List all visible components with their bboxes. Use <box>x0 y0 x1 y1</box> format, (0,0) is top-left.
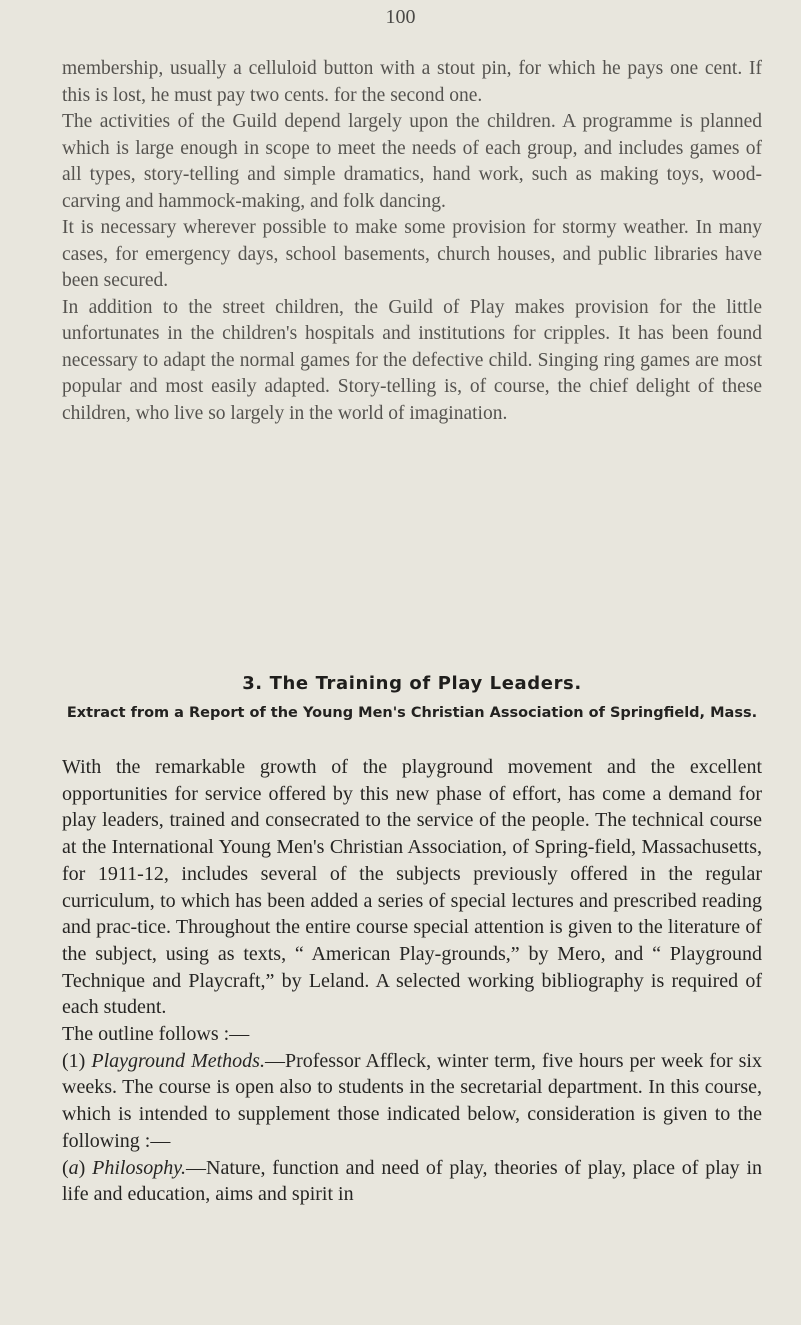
upper-text-block <box>62 56 762 427</box>
paragraph-stormy-weather: It is necessary wherever possible to make some provision for stormy weather. In many cases, for emergency days, school basements, church houses, and public libraries have been secured. <box>62 217 762 291</box>
outline-item-a-letter: (a) <box>62 1156 86 1179</box>
section-heading: 3. The Training of Play Leaders. <box>242 673 582 694</box>
outline-item-1 <box>62 1048 762 1155</box>
outline-item-1-number: (1) <box>62 1049 86 1072</box>
outline-item-a-text: —Nature, function and need of play, theories of play, place of play in life and education, aims and spirit in <box>62 1156 762 1206</box>
outline-item-a <box>62 1155 762 1208</box>
outline-item-1-title: Playground Methods. <box>91 1049 265 1072</box>
outline-item-1-text: —Professor Affleck, winter term, five hours per week for six weeks. The course is open also to students in the secretarial department. In this course, which is intended to supplement those indicated below, consideration is given to the following :— <box>62 1049 762 1152</box>
page-number: 100 <box>385 6 416 28</box>
paragraph-guild-activities: The activities of the Guild depend largely upon the children. A programme is planned which is large enough in scope to meet the needs of each group, and includes games of all types, story-telling and simple dramatics, hand work, such as making toys, wood-carving and hammock-making, and folk dancing. <box>62 111 762 212</box>
paragraph-outline-intro: The outline follows :— <box>62 1023 250 1046</box>
outline-item-a-title: Philosophy. <box>92 1156 187 1179</box>
section-subheading: Extract from a Report of the Young Men's Christian Association of Springfield, Mass. <box>66 705 758 721</box>
paragraph-membership: membership, usually a celluloid button with a stout pin, for which he pays one cent. If this is lost, he must pay two cents. for the second one. <box>62 58 762 106</box>
paragraph-hospitals: In addition to the street children, the Guild of Play makes provision for the little unfortunates in the children's hospitals and institutions for cripples. It has been found necessary to adapt the normal games for the defective child. Singing ring games are most popular and most easily adapted. Story-telling is, of course, the chief delight of these children, who live so largely in the world of imagination. <box>62 296 762 424</box>
lower-text-block <box>62 754 762 1208</box>
paragraph-playground-movement: With the remarkable growth of the playground movement and the excellent opportunities for service offered by this new phase of effort, has come a demand for play leaders, trained and consecrated to the service of the people. The technical course at the International Young Men's Christian Association, of Spring-field, Massachusetts, for 1911-12, includes several of the subjects previously offered in the regular curriculum, to which has been added a series of special lectures and prescribed reading and prac-tice. Throughout the entire course special attention is given to the literature of the subject, using as texts, “ American Play-grounds,” by Mero, and “ Playground Technique and Playcraft,” by Leland. A selected working bibliography is required of each student. <box>62 756 762 1019</box>
